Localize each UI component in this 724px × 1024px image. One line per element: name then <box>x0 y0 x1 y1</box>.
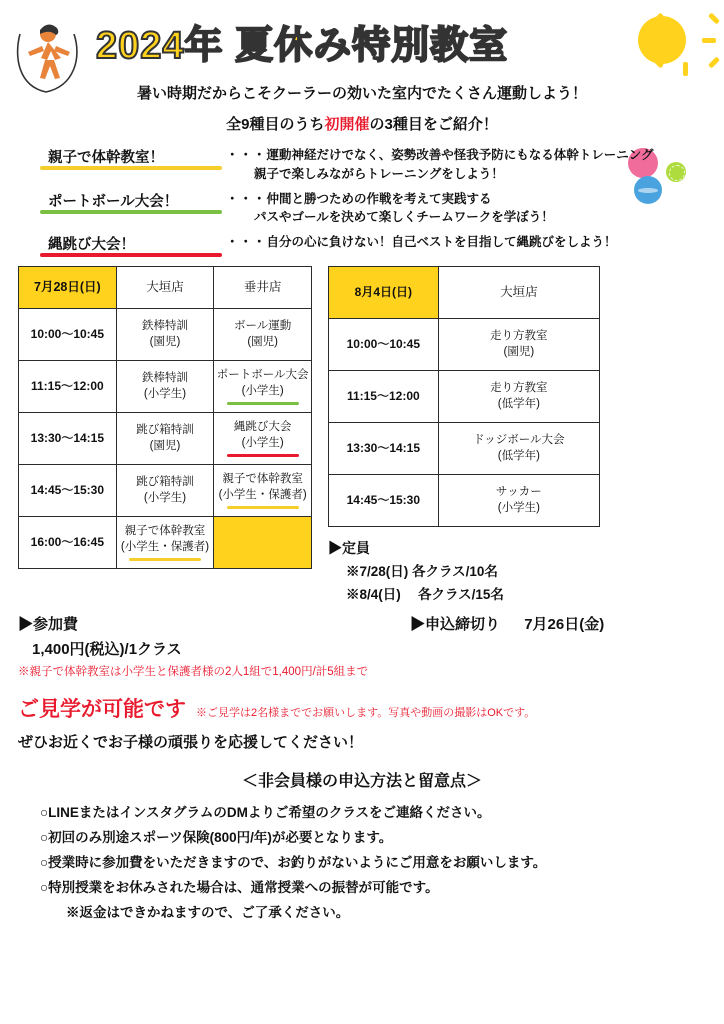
fees-section <box>0 613 724 679</box>
class-target: (低学年) <box>497 449 540 462</box>
program-desc-2: パスやゴールを決めて楽しくチームワークを学ぼう！ <box>254 210 554 225</box>
class-target: (小学生・保護者) <box>120 540 210 553</box>
table-row <box>329 319 600 371</box>
program-name <box>40 233 226 254</box>
program-dots: ・・・ <box>226 191 267 206</box>
program-dots: ・・・ <box>226 148 267 162</box>
row-time: 14:45～15:30 <box>329 475 439 527</box>
table-row <box>329 475 600 527</box>
table-header-row <box>329 267 600 319</box>
capacity-heading: ▶定員 <box>328 540 370 556</box>
lead-line-2-post: の3種目をご紹介！ <box>369 116 498 133</box>
class-target: (園児) <box>503 345 535 358</box>
table-row <box>19 361 312 413</box>
program-name <box>40 190 226 211</box>
table-header-date: 8月4日(日) <box>329 267 439 319</box>
note-item: ○特別授業をお休みされた場合は、通常授業への振替が可能です。 <box>40 879 439 895</box>
class-target: (小学生) <box>143 387 187 400</box>
class-cell <box>438 371 599 423</box>
row-time: 14:45～15:30 <box>19 465 117 517</box>
schedule-table-aug4 <box>328 266 600 527</box>
visit-note: ※ご見学は2名様まででお願いします。写真や動画の撮影はOKです。 <box>196 706 536 719</box>
class-target: (小学生) <box>143 491 187 504</box>
note-item: ○初回のみ別途スポーツ保険(800円/年)が必要となります。 <box>40 829 393 845</box>
table-header-store-1: 大垣店 <box>116 267 214 309</box>
class-name: 鉄棒特訓 <box>142 371 188 384</box>
lead-line-2-highlight: 初開催 <box>324 116 370 133</box>
class-name: 走り方教室 <box>490 381 548 394</box>
class-name: 縄跳び大会 <box>233 420 292 433</box>
table-header-store-1: 大垣店 <box>438 267 599 319</box>
empty-cell <box>214 517 312 569</box>
table-header-store-2: 垂井店 <box>214 267 312 309</box>
capacity-line-1: ※7/28(日) 各クラス/10名 <box>346 563 498 579</box>
class-cell <box>214 413 312 465</box>
capacity-block <box>328 537 706 607</box>
class-name: ポートボール大会 <box>216 368 309 381</box>
class-cell <box>438 423 599 475</box>
class-highlight-underline <box>129 558 201 561</box>
class-cell <box>438 475 599 527</box>
capacity-line-2: ※8/4(日) 各クラス/15名 <box>346 586 504 602</box>
row-time: 10:00～10:45 <box>329 319 439 371</box>
program-name-text: 親子で体幹教室！ <box>48 150 164 166</box>
program-dots: ・・・ <box>226 235 267 249</box>
class-target: (小学生) <box>497 501 540 514</box>
program-description <box>226 146 724 184</box>
class-cell <box>214 465 312 517</box>
table-header-date: 7月28日(日) <box>19 267 117 309</box>
class-cell <box>116 413 214 465</box>
deadline-row <box>410 613 706 634</box>
class-target: (小学生・保護者) <box>218 488 307 501</box>
row-time: 16:00～16:45 <box>19 517 117 569</box>
class-name: 鉄棒特訓 <box>142 319 188 332</box>
class-name: 走り方教室 <box>490 329 548 342</box>
program-name <box>40 146 226 167</box>
table-header-row <box>19 267 312 309</box>
lead-line-1: 暑い時期だからこそクーラーの効いた室内でたくさん運動しよう！ <box>136 85 587 102</box>
class-name: 親子で体幹教室 <box>222 472 303 485</box>
class-target: (園児) <box>247 335 278 348</box>
class-name: 跳び箱特訓 <box>136 475 194 488</box>
table-row <box>329 423 600 475</box>
note-item: ○LINEまたはインスタグラムのDMよりご希望のクラスをご連絡ください。 <box>40 804 491 820</box>
nonmember-heading: ＜非会員様の申込方法と留意点＞ <box>241 772 482 790</box>
program-name-text: 縄跳び大会！ <box>48 237 135 253</box>
row-time: 13:30～14:15 <box>329 423 439 475</box>
table-row <box>19 413 312 465</box>
fee-note: ※親子で体幹教室は小学生と保護者様の2人1組で1,400円/計5組まで <box>18 665 369 678</box>
program-item <box>40 233 724 254</box>
program-desc-1: 運動神経だけでなく、姿勢改善や怪我予防にもなる体幹トレーニング <box>266 148 654 162</box>
class-highlight-underline <box>227 506 299 509</box>
row-time: 10:00～10:45 <box>19 309 117 361</box>
program-underline <box>40 166 222 170</box>
fee-block <box>18 613 398 679</box>
schedule-tables <box>0 266 724 607</box>
program-name-text: ポートボール大会！ <box>48 193 179 210</box>
table-row <box>19 309 312 361</box>
page-title: 2024年 夏休み特別教室 <box>96 25 509 67</box>
lead-line-2-pre: 全9種目のうち <box>226 116 325 133</box>
class-target: (小学生) <box>241 436 284 449</box>
visit-subtext: ぜひお近くでお子様の頑張りを応援してください！ <box>18 733 364 751</box>
class-highlight-underline <box>227 402 299 405</box>
class-target: (園児) <box>149 335 181 348</box>
page-header <box>0 0 724 78</box>
row-time: 11:15～12:00 <box>19 361 117 413</box>
program-list <box>0 146 724 254</box>
class-cell <box>214 361 312 413</box>
class-cell <box>214 309 312 361</box>
row-time: 13:30～14:15 <box>19 413 117 465</box>
visit-section <box>0 693 724 723</box>
class-cell <box>116 465 214 517</box>
deadline-block <box>410 613 706 679</box>
deadline-heading: ▶申込締切り <box>410 615 501 633</box>
nonmember-notes <box>0 801 724 926</box>
program-underline <box>40 210 222 214</box>
program-desc-1: 仲間と勝つための作戦を考えて実践する <box>266 191 492 206</box>
program-description <box>226 190 724 228</box>
class-cell <box>116 309 214 361</box>
program-item <box>40 190 724 228</box>
jump-rope-girl-icon <box>12 12 90 104</box>
program-item <box>40 146 724 184</box>
class-name: ドッジボール大会 <box>473 433 565 446</box>
fee-heading: ▶参加費 <box>18 615 79 633</box>
class-cell <box>116 517 214 569</box>
table-row <box>19 465 312 517</box>
visit-title: ご見学が可能です <box>18 697 186 721</box>
row-time: 11:15～12:00 <box>329 371 439 423</box>
program-underline <box>40 253 222 257</box>
note-subitem: ※返金はできかねますので、ご了承ください。 <box>66 904 350 920</box>
program-description <box>226 233 724 252</box>
class-name: 親子で体幹教室 <box>124 524 206 537</box>
class-name: ボール運動 <box>234 319 292 332</box>
class-name: 跳び箱特訓 <box>136 423 194 436</box>
deadline-date: 7月26日(金) <box>524 615 605 633</box>
note-item: ○授業時に参加費をいただきますので、お釣りがないようにご用意をお願いします。 <box>40 854 547 870</box>
program-desc-1: 自分の心に負けない！自己ベストを目指して縄跳びをしよう！ <box>266 235 617 249</box>
class-cell <box>116 361 214 413</box>
schedule-table-july28 <box>18 266 312 569</box>
class-highlight-underline <box>227 454 299 457</box>
program-desc-2: 親子で楽しみながらトレーニングをしよう！ <box>254 166 504 181</box>
table-row <box>329 371 600 423</box>
class-target: (小学生) <box>241 384 284 397</box>
class-name: サッカー <box>495 485 542 498</box>
table-row <box>19 517 312 569</box>
fee-amount: 1,400円(税込)/1クラス <box>32 640 182 658</box>
class-target: (園児) <box>149 439 181 452</box>
class-cell <box>438 319 599 371</box>
lead-line-2 <box>0 113 724 134</box>
class-target: (低学年) <box>497 397 540 410</box>
